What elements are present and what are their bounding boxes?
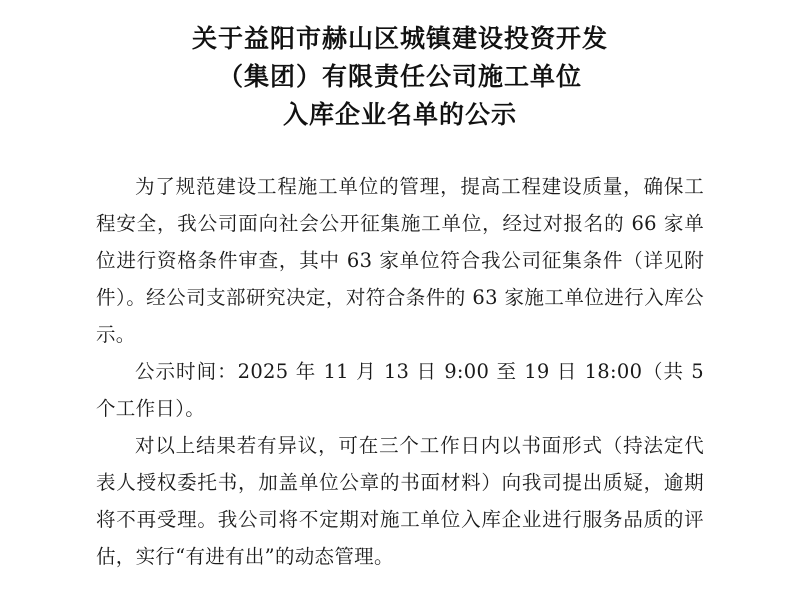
page-title xyxy=(96,14,704,134)
document-body xyxy=(96,168,704,575)
paragraph-1: 为了规范建设工程施工单位的管理，提高工程建设质量，确保工程安全，我公司面向社会公开征集施工单位，经过对报名的 66 家单位进行资格条件审查，其中 63 家单位符合我公司征集条件（详见附件）。经公司支部研究决定，对符合条件的 63 家施工单位进行入库公示。 xyxy=(96,175,704,346)
title-line-2: （集团）有限责任公司施工单位 xyxy=(217,62,582,91)
paragraph-2: 公示时间：2025 年 11 月 13 日 9:00 至 19 日 18:00（共 5 个工作日）。 xyxy=(96,360,704,420)
paragraph-3: 对以上结果若有异议，可在三个工作日内以书面形式（持法定代表人授权委托书，加盖单位公章的书面材料）向我司提出质疑，逾期将不再受理。我公司将不定期对施工单位入库企业进行服务品质的评估，实行“有进有出”的动态管理。 xyxy=(96,434,704,568)
title-line-3: 入库企业名单的公示 xyxy=(282,100,517,129)
title-line-1: 关于益阳市赫山区城镇建设投资开发 xyxy=(191,24,608,53)
